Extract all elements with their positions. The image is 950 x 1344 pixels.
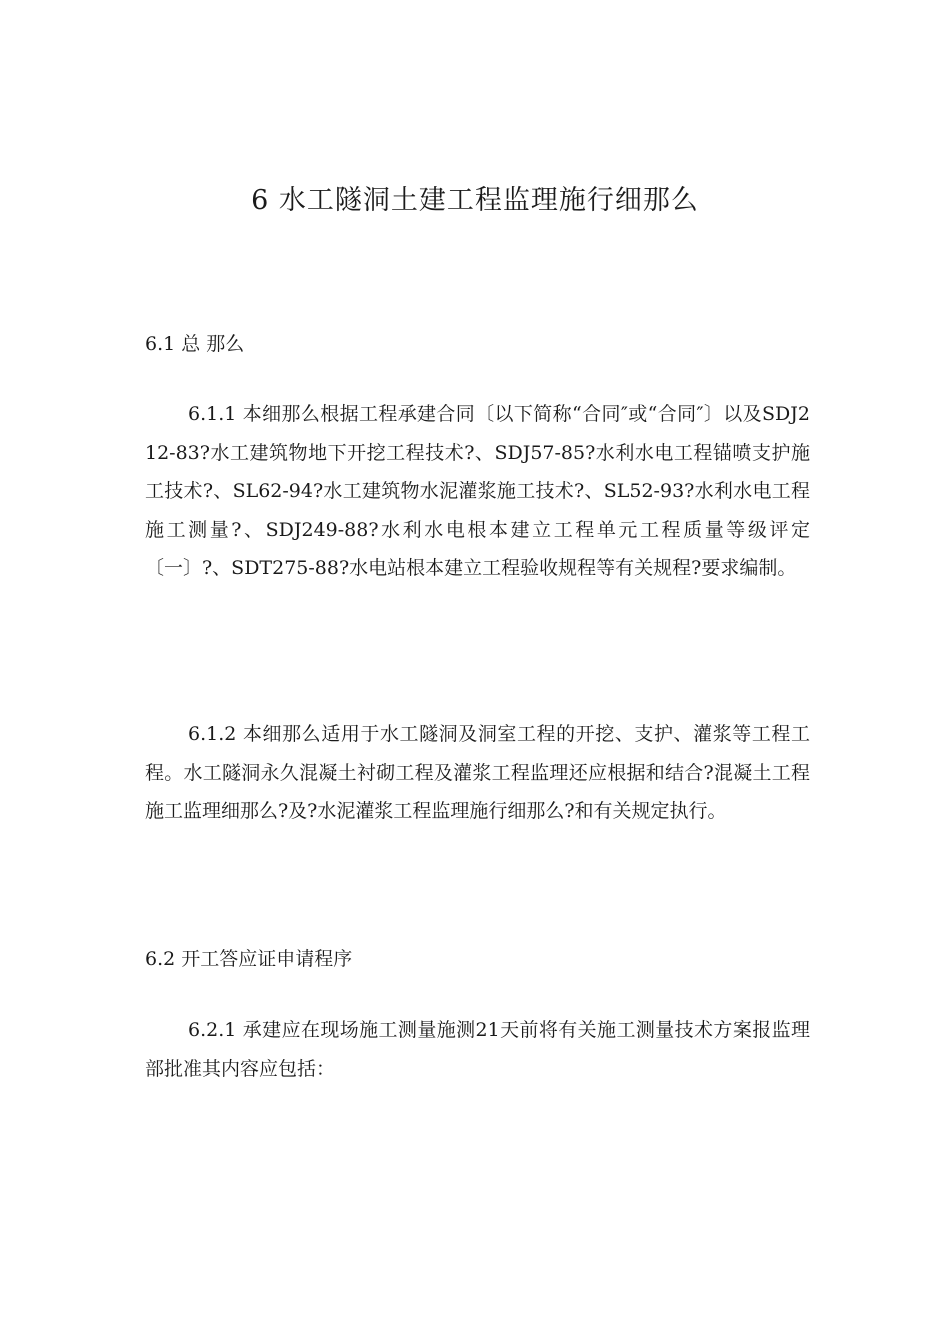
- paragraph-6-1-2: 6.1.2 本细那么适用于水工隧洞及洞室工程的开挖、支护、灌浆等工程工程。水工隧洞永久混凝土衬砌工程及灌浆工程监理还应根据和结合?混凝土工程施工监理细那么?及?水泥灌浆工程监理施行细那么?和有关规定执行。: [145, 723, 810, 822]
- paragraph-6-2-1: 6.2.1 承建应在现场施工测量施测21天前将有关施工测量技术方案报监理部批准其内容应包括：: [145, 1019, 810, 1080]
- section-heading-6-1: 6.1 总 那么: [145, 333, 245, 355]
- document-title: 6 水工隧洞土建工程监理施行细那么: [251, 185, 699, 216]
- paragraph-6-1-1: 6.1.1 本细那么根据工程承建合同〔以下简称“合同″或“合同″〕以及SDJ212-83?水工建筑物地下开挖工程技术?、SDJ57-85?水利水电工程锚喷支护施工技术?、SL62-94?水工建筑物水泥灌浆施工技术?、SL52-93?水利水电工程施工测量?、SDJ249-88?水利水电根本建立工程单元工程质量等级评定〔一〕?、SDT275-88?水电站根本建立工程验收规程等有关规程?要求编制。: [145, 403, 810, 579]
- section-heading-6-2: 6.2 开工答应证申请程序: [145, 948, 353, 970]
